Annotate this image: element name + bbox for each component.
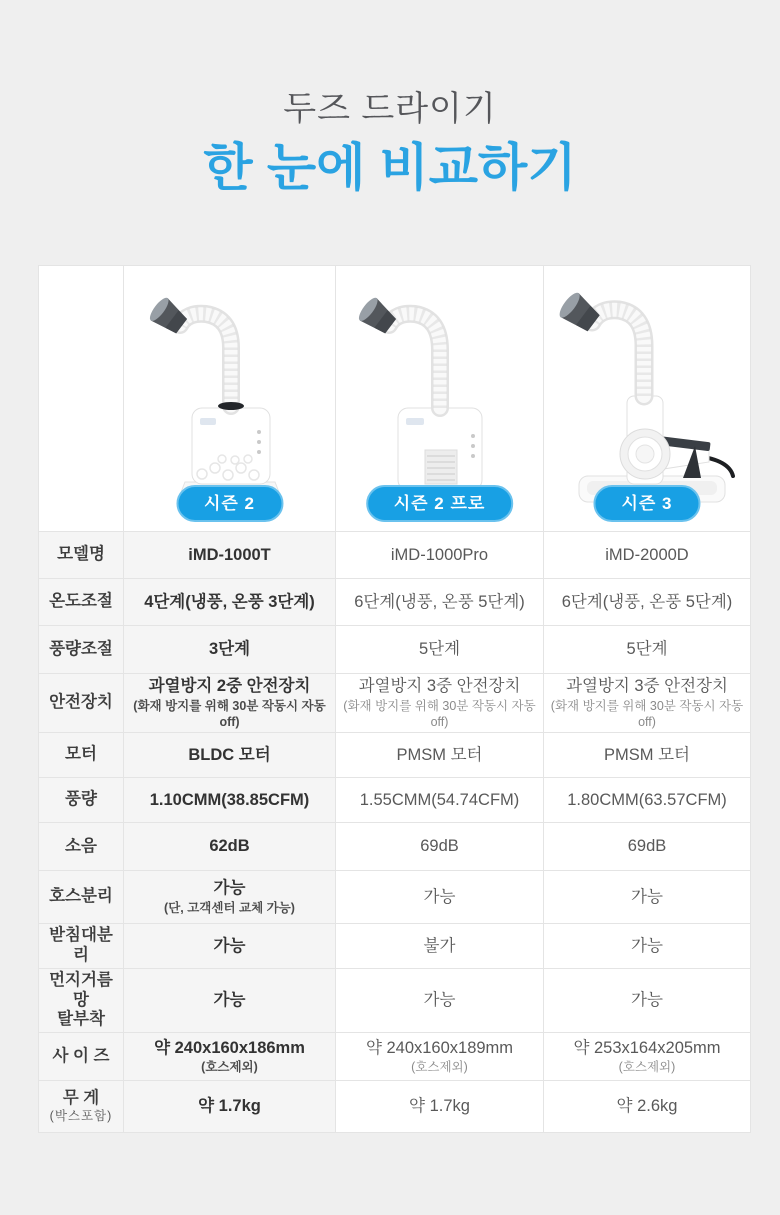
cell-value: 가능 — [213, 991, 246, 1010]
cell-value: 약 1.7kg — [198, 1097, 261, 1116]
cell-value: 가능 — [423, 991, 456, 1010]
cell-value: 1.10CMM(38.85CFM) — [149, 790, 310, 809]
empty-corner-cell — [39, 266, 124, 532]
product-card-season2pro — [336, 266, 543, 531]
cell-value: 69dB — [627, 837, 667, 856]
row-label: 무 게 — [62, 1089, 100, 1108]
row-label-line2: 탈부착 — [57, 1010, 105, 1029]
product-badge-season2: 시즌 2 — [176, 485, 283, 522]
row-label: 모터 — [65, 745, 97, 764]
cell-value: 약 253x164x205mm — [573, 1038, 721, 1057]
cell-value: 4단계(냉풍, 온풍 3단계) — [144, 592, 315, 611]
row-label: 받침대분리 — [49, 926, 113, 964]
cell-value: 6단계(냉풍, 온풍 5단계) — [561, 592, 733, 611]
page-subtitle: 두즈 드라이기 — [283, 90, 497, 128]
table-row-dust-filter — [39, 968, 751, 1032]
cell-value: iMD-2000D — [605, 545, 689, 564]
cell-value: 가능 — [423, 887, 456, 906]
cell-value: 가능 — [213, 879, 246, 898]
table-row-noise — [39, 823, 751, 871]
cell-value: 과열방지 2중 안전장치 — [148, 677, 311, 695]
row-label: 먼지거름망 — [49, 970, 113, 1009]
row-label: 소음 — [65, 836, 97, 855]
table-row-size: 사 이 즈 약 240x160x186mm (호스제외) 약 240x160x189mm (호스제외) 약 253x164x205mm (호스제외) — [39, 1033, 751, 1081]
cell-value: 가능 — [631, 991, 663, 1010]
cell-value: BLDC 모터 — [188, 745, 271, 764]
row-label: 안전장치 — [49, 693, 113, 712]
cell-value: 1.80CMM(63.57CFM) — [567, 790, 727, 809]
table-row-safety: 안전장치 과열방지 2중 안전장치 (화재 방지를 위해 30분 작동시 자동 off) 과열방지 3중 안전장치 (화재 방지를 위해 30분 작동시 자동 off) 과열방지 3중 안전장치 (화재 방지를 위해 30분 작동시 자동 off) — [39, 674, 751, 733]
table-row-temperature — [39, 579, 751, 626]
table-row-model — [39, 532, 751, 579]
cell-value: 약 1.7kg — [409, 1097, 470, 1116]
cell-value: 과열방지 3중 안전장치 — [566, 677, 728, 695]
product-badge-season3: 시즌 3 — [593, 485, 700, 522]
cell-value: 6단계(냉풍, 온풍 5단계) — [354, 592, 525, 611]
cell-value: 3단계 — [208, 640, 251, 659]
row-label: 풍량조절 — [49, 639, 113, 658]
row-label: 온도조절 — [49, 592, 113, 611]
table-row-airflow — [39, 778, 751, 823]
cell-value: 약 2.6kg — [616, 1097, 678, 1116]
product-badge-season2pro: 시즌 2 프로 — [366, 485, 514, 522]
cell-value: iMD-1000T — [188, 545, 271, 564]
cell-value: PMSM 모터 — [604, 745, 690, 764]
cell-value: PMSM 모터 — [396, 745, 483, 764]
season3-dryer-image-icon — [547, 278, 747, 513]
cell-value: 가능 — [213, 936, 246, 955]
page-header — [0, 0, 780, 198]
page-title: 한 눈에 비교하기 — [203, 139, 577, 197]
row-label-note: (박스포함) — [49, 1109, 113, 1123]
product-card-season2 — [124, 266, 335, 531]
cell-value: 5단계 — [626, 640, 668, 659]
cell-value: 가능 — [631, 936, 663, 955]
season2-pro-dryer-image-icon — [340, 278, 540, 513]
product-card-season3 — [544, 266, 750, 531]
row-label: 모델명 — [57, 545, 105, 564]
cell-value: 62dB — [209, 837, 250, 856]
row-label: 풍량 — [65, 790, 97, 809]
table-row-weight — [39, 1081, 751, 1133]
table-row-motor — [39, 733, 751, 778]
season2-dryer-image-icon — [130, 278, 330, 513]
cell-value: 1.55CMM(54.74CFM) — [359, 790, 520, 809]
cell-value: 가능 — [631, 887, 663, 906]
row-label: 사 이 즈 — [52, 1046, 110, 1065]
row-label: 호스분리 — [49, 887, 113, 906]
product-image-row — [39, 266, 751, 532]
table-row-airflow-control — [39, 626, 751, 674]
cell-value: 69dB — [420, 837, 459, 856]
table-row-stand-detach — [39, 924, 751, 969]
cell-value: 약 240x160x189mm — [365, 1038, 514, 1057]
cell-value: iMD-1000Pro — [390, 545, 489, 564]
comparison-table — [38, 265, 751, 1133]
table-row-hose-detach: 호스분리 가능 (단, 고객센터 교체 가능) 가능 가능 — [39, 871, 751, 924]
cell-value: 약 240x160x186mm — [154, 1038, 305, 1057]
cell-value: 5단계 — [418, 640, 461, 659]
cell-value: 불가 — [423, 936, 456, 955]
comparison-table-container — [38, 265, 750, 1133]
cell-value: 과열방지 3중 안전장치 — [358, 677, 521, 695]
